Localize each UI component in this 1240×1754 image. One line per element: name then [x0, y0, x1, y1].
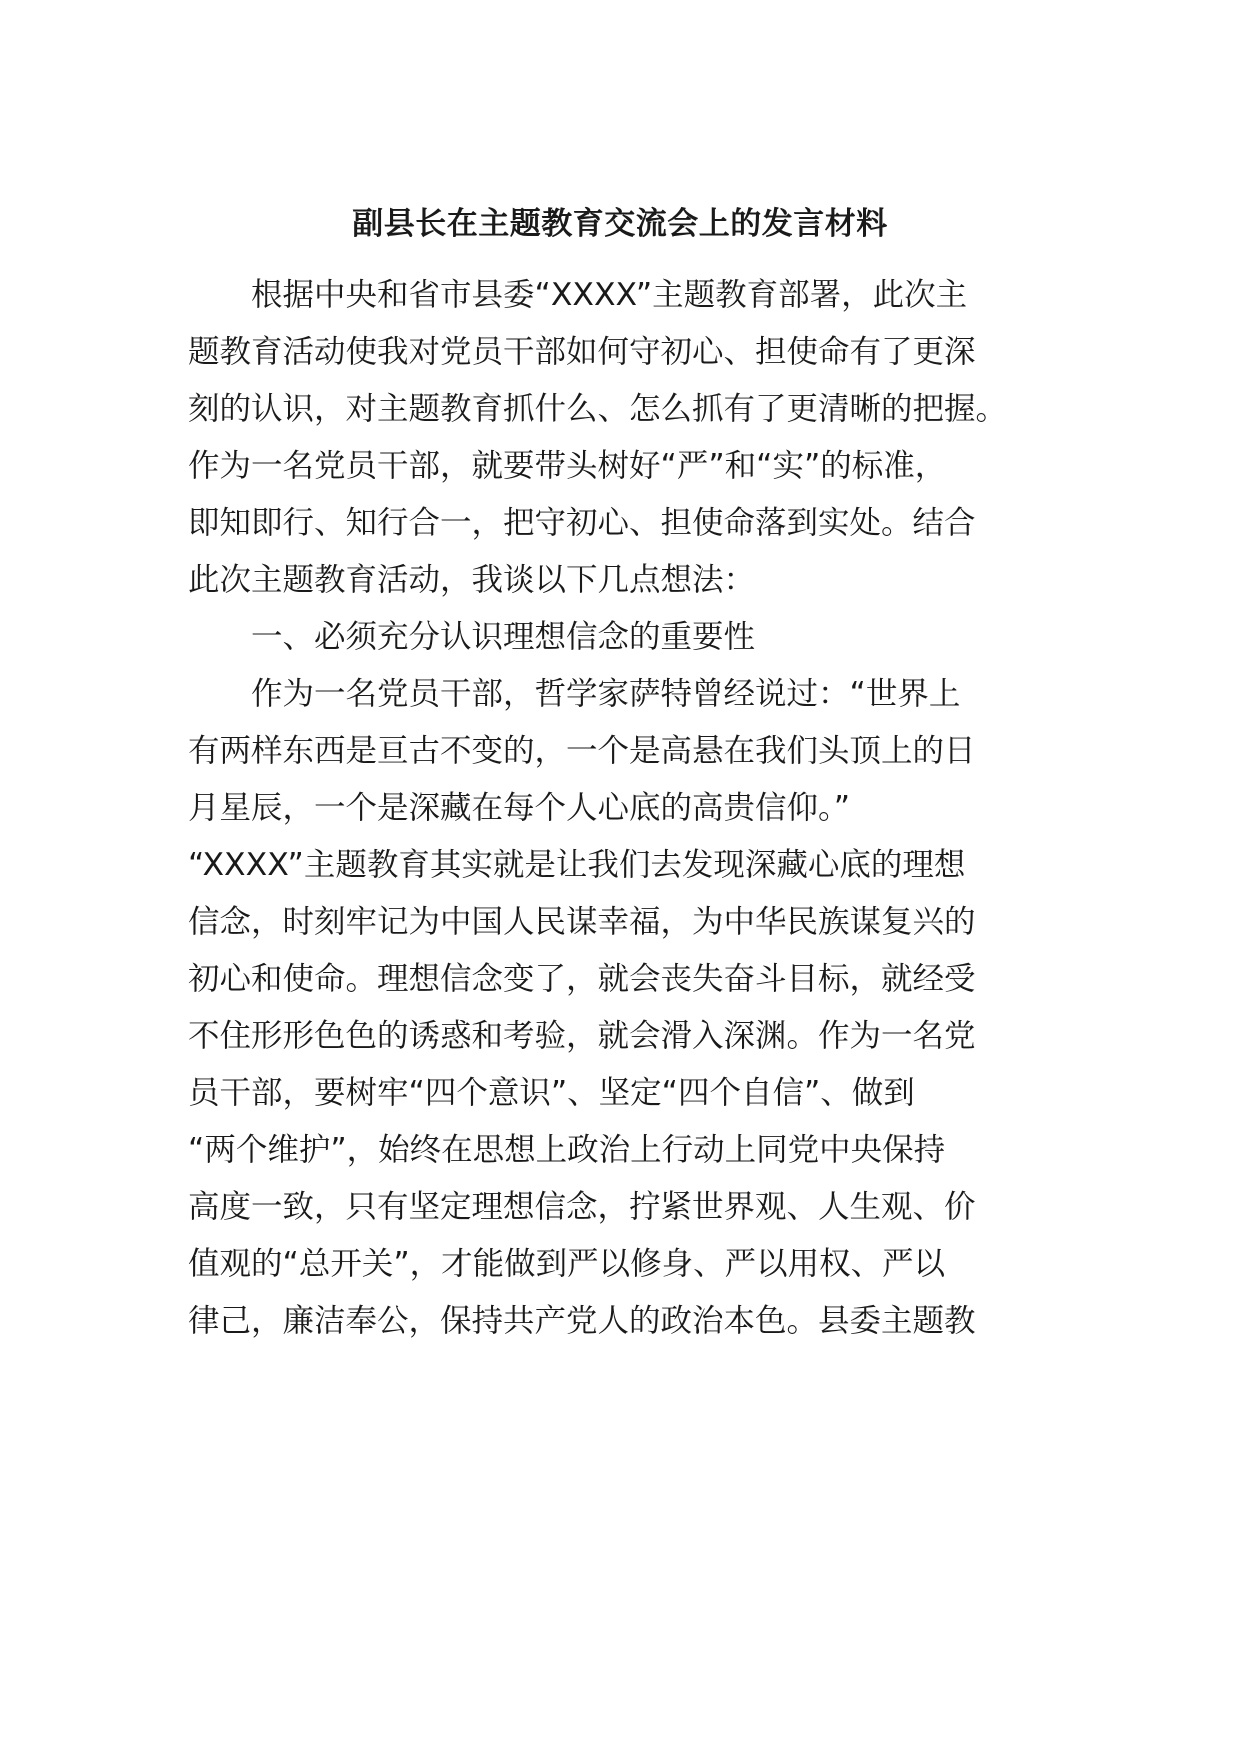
text-line: 此次主题教育活动，我谈以下几点想法：	[188, 562, 756, 598]
text-line: 律己，廉洁奉公，保持共产党人的政治本色。县委主题教	[188, 1303, 976, 1339]
text-line: 值观的“总开关”，才能做到严以修身、严以用权、严以	[188, 1246, 946, 1282]
text-line: 不住形形色色的诱惑和考验，就会滑入深渊。作为一名党	[188, 1018, 976, 1054]
document-title: 副县长在主题教育交流会上的发言材料	[352, 206, 888, 242]
text-line: 根据中央和省市县委“XXXX”主题教育部署，此次主	[188, 277, 968, 313]
text-line: 员干部，要树牢“四个意识”、坚定“四个自信”、做到	[188, 1075, 915, 1111]
text-line: 高度一致，只有坚定理想信念，拧紧世界观、人生观、价	[188, 1189, 976, 1225]
text-line: 即知即行、知行合一，把守初心、担使命落到实处。结合	[188, 505, 976, 541]
text-line: “两个维护”，始终在思想上政治上行动上同党中央保持	[188, 1132, 946, 1168]
text-line: 信念，时刻牢记为中国人民谋幸福，为中华民族谋复兴的	[188, 904, 976, 940]
text-line: 月星辰，一个是深藏在每个人心底的高贵信仰。”	[188, 790, 851, 826]
text-line: 题教育活动使我对党员干部如何守初心、担使命有了更深	[188, 334, 976, 370]
text-line: “XXXX”主题教育其实就是让我们去发现深藏心底的理想	[188, 847, 966, 883]
text-line: 有两样东西是亘古不变的，一个是高悬在我们头顶上的日	[188, 733, 976, 769]
text-line: 作为一名党员干部，哲学家萨特曾经说过：“世界上	[188, 676, 961, 712]
section-heading: 一、必须充分认识理想信念的重要性	[188, 619, 756, 655]
text-line: 作为一名党员干部，就要带头树好“严”和“实”的标准，	[188, 448, 947, 484]
text-line: 刻的认识，对主题教育抓什么、怎么抓有了更清晰的把握。	[188, 391, 1008, 427]
text-line: 初心和使命。理想信念变了，就会丧失奋斗目标，就经受	[188, 961, 976, 997]
